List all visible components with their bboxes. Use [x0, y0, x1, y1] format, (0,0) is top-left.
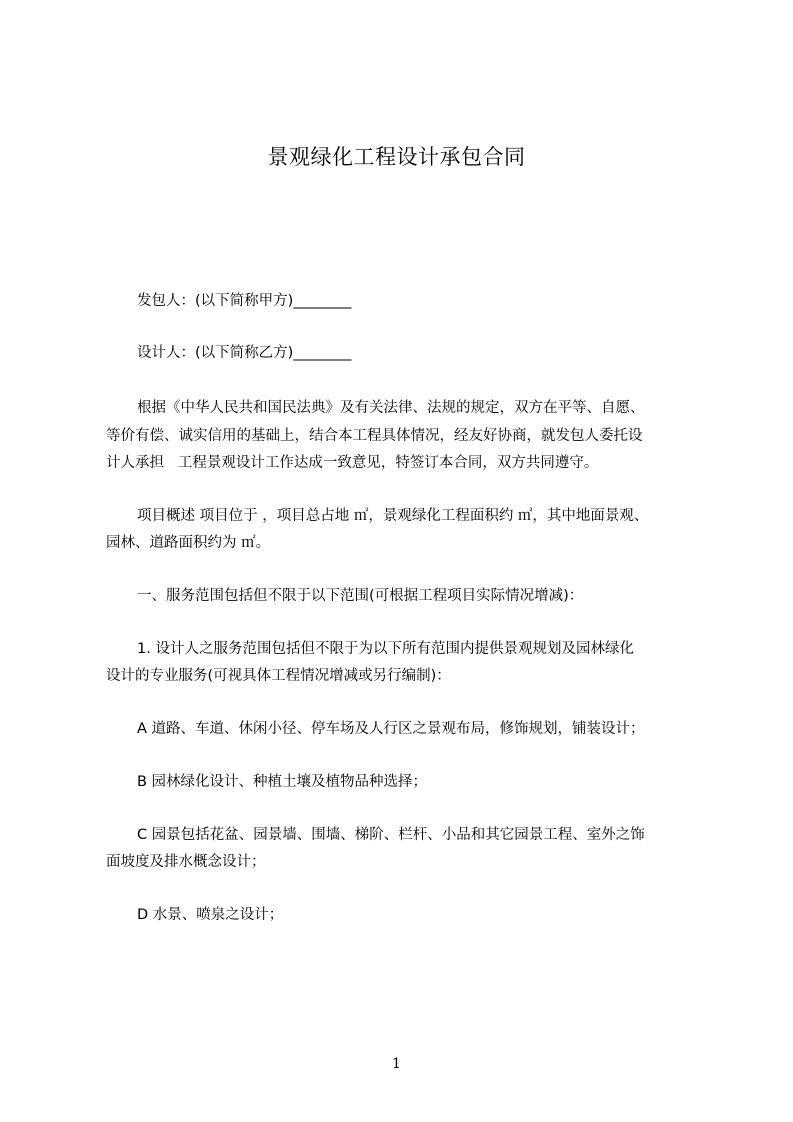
item-c-line-1: C 园景包括花盆、园景墙、围墙、梯阶、栏杆、小品和其它园景工程、室外之饰 [137, 827, 645, 843]
party-b-line: 设计人：(以下简称乙方)________ [137, 345, 352, 361]
document-title: 景观绿化工程设计承包合同 [267, 145, 526, 169]
overview-line-1: 项目概述 项目位于 ，项目总占地 ㎡，景观绿化工程面积约 ㎡，其中地面景观、 [137, 508, 649, 524]
page-number: 1 [392, 1056, 401, 1072]
item-d-line: D 水景、喷泉之设计； [137, 907, 284, 923]
item-c-line-2: 面坡度及排水概念设计； [106, 854, 266, 870]
item-1-line-2: 设计的专业服务(可视具体工程情况增减或另行编制)： [106, 668, 451, 684]
item-a-line: A 道路、车道、休闲小径、停车场及人行区之景观布局，修饰规划，铺装设计； [137, 721, 645, 737]
section-1-heading: 一、服务范围包括但不限于以下范围(可根据工程项目实际情况增减)： [137, 588, 584, 604]
intro-line-1: 根据《中华人民共和国民法典》及有关法律、法规的规定，双方在平等、自愿、 [137, 400, 645, 416]
party-a-line: 发包人：(以下简称甲方)________ [137, 293, 352, 309]
item-b-line: B 园林绿化设计、种植土壤及植物品种选择； [137, 774, 428, 790]
intro-line-2: 等价有偿、诚实信用的基础上，结合本工程具体情况，经友好协商，就发包人委托设 [106, 428, 643, 444]
item-1-line-1: 1. 设计人之服务范围包括但不限于为以下所有范围内提供景观规划及园林绿化 [137, 641, 634, 657]
overview-line-2: 园林、道路面积约为 ㎡。 [106, 535, 271, 551]
intro-line-3: 计人承担 工程景观设计工作达成一致意见，特签订本合同，双方共同遵守。 [106, 455, 599, 471]
